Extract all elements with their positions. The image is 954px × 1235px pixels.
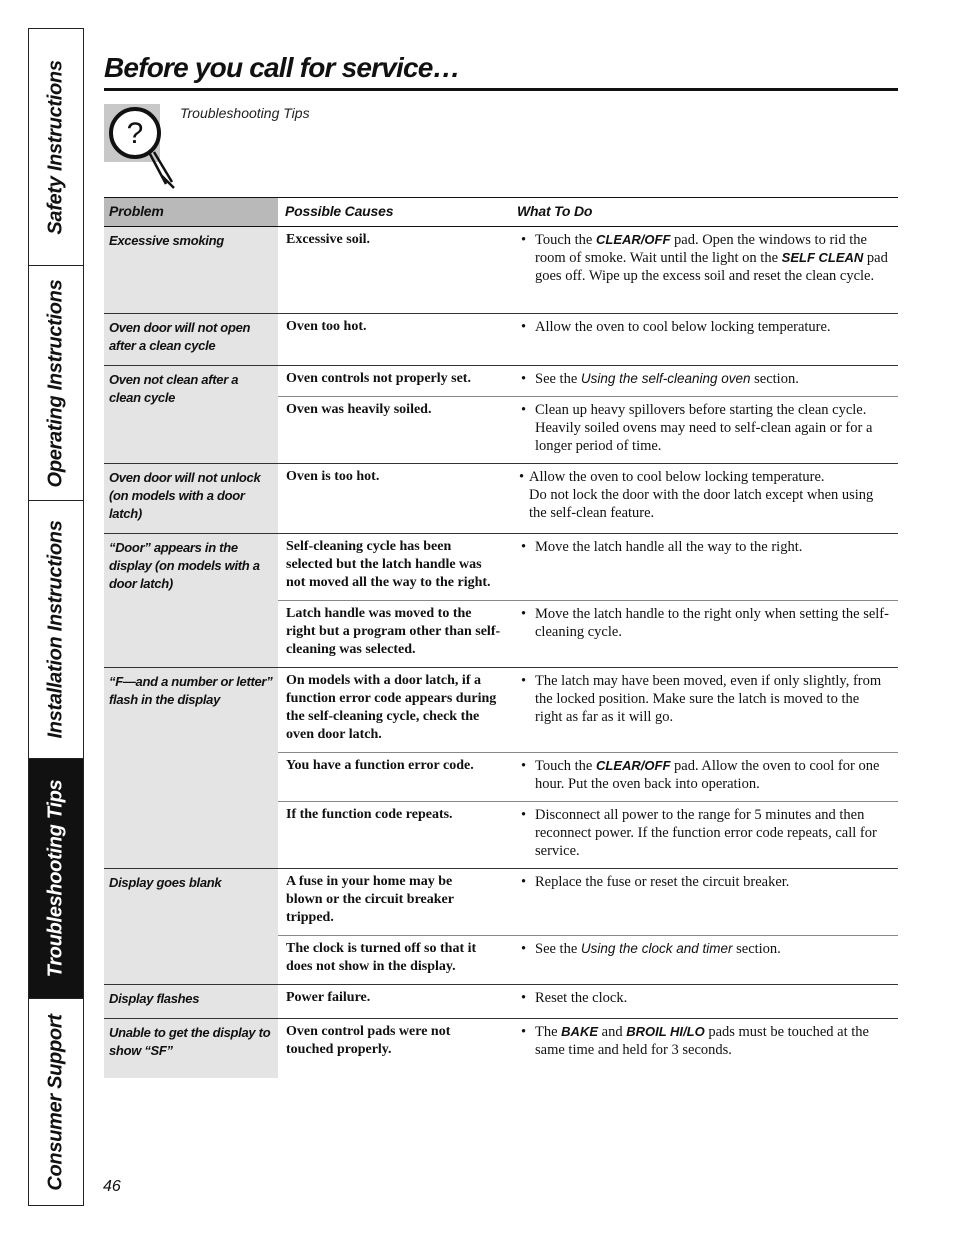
- title-rule: [104, 88, 898, 91]
- todo-text: • The latch may have been moved, even if only slightly, from the locked position. Make sure the latch is moved to the right as far as it will go.: [521, 673, 882, 725]
- table-row: [278, 985, 898, 1015]
- todo-text: • Disconnect all power to the range for 5 minutes and then reconnect power. If the function error code repeats, call for service.: [521, 807, 877, 859]
- problem-label: Unable to get the display to show “SF”: [104, 1019, 278, 1078]
- cause-text: Self-cleaning cycle has been selected but the latch handle was not moved all the way to the right.: [286, 539, 491, 590]
- todo-text: • Move the latch handle all the way to the right.: [521, 539, 803, 555]
- header-problem: Problem: [104, 198, 278, 226]
- todo-text: • Touch the CLEAR/OFF pad. Allow the oven to cool for one hour. Put the oven back into operation.: [521, 758, 880, 792]
- todo-text: • Allow the oven to cool below locking temperature. Do not lock the door with the door latch except when using the self-clean feature.: [519, 469, 874, 521]
- table-row: [278, 802, 898, 868]
- page-title: Before you call for service…: [104, 52, 460, 83]
- todo-text: • Move the latch handle to the right only when setting the self-cleaning cycle.: [521, 606, 889, 640]
- todo-text: • Replace the fuse or reset the circuit breaker.: [521, 874, 790, 890]
- problem-group: [104, 869, 898, 985]
- tab-troubleshooting-tips[interactable]: Troubleshooting Tips: [29, 759, 83, 999]
- tab-consumer-support[interactable]: Consumer Support: [44, 1013, 67, 1191]
- problem-group: [104, 227, 898, 314]
- question-mark-magnifier-icon: [104, 104, 184, 190]
- problem-label: Oven not clean after a clean cycle: [104, 366, 278, 463]
- cause-text: Oven too hot.: [286, 319, 367, 334]
- table-row: [278, 314, 898, 344]
- table-row: [278, 936, 898, 984]
- cause-text: The clock is turned off so that it does not show in the display.: [286, 941, 477, 974]
- cause-text: Oven was heavily soiled.: [286, 402, 432, 417]
- problem-label: Excessive smoking: [104, 227, 278, 313]
- table-row: [278, 601, 898, 667]
- todo-text: • Allow the oven to cool below locking temperature.: [521, 319, 831, 335]
- tab-safety-instructions[interactable]: Safety Instructions: [29, 29, 83, 266]
- cause-text: On models with a door latch, if a function error code appears during the self-cleaning cycle, check the oven door latch.: [286, 673, 497, 742]
- todo-text: • See the Using the clock and timer section.: [521, 941, 781, 957]
- problem-label: Display goes blank: [104, 869, 278, 984]
- table-row: [278, 397, 898, 463]
- section-sidebar: [28, 28, 84, 1206]
- table-row: [278, 464, 898, 530]
- problem-group: [104, 668, 898, 869]
- problem-label: Display flashes: [104, 985, 278, 1018]
- table-row: [278, 668, 898, 753]
- tab-operating-instructions[interactable]: Operating Instructions: [29, 266, 83, 501]
- problem-label: Oven door will not open after a clean cycle: [104, 314, 278, 365]
- problem-group: [104, 534, 898, 668]
- problem-label: “Door” appears in the display (on models with a door latch): [104, 534, 278, 667]
- cause-text: Latch handle was moved to the right but a program other than self-cleaning was selected.: [286, 606, 501, 657]
- problem-group: [104, 314, 898, 366]
- page-number: 46: [103, 1178, 121, 1195]
- problem-label: Oven door will not unlock (on models with a door latch): [104, 464, 278, 533]
- todo-text: • Touch the CLEAR/OFF pad. Open the windows to rid the room of smoke. Wait until the light on the SELF CLEAN pad goes off. Wipe up the excess soil and reset the clean cycle.: [521, 232, 888, 284]
- cause-text: Power failure.: [286, 990, 371, 1005]
- table-row: [278, 1019, 898, 1067]
- troubleshooting-table: [104, 197, 898, 1078]
- section-subtitle: Troubleshooting Tips: [180, 105, 310, 121]
- cause-text: Excessive soil.: [286, 232, 370, 247]
- table-row: [278, 534, 898, 601]
- cause-text: If the function code repeats.: [286, 807, 453, 822]
- table-row: [278, 753, 898, 802]
- problem-group: [104, 985, 898, 1019]
- problem-group: [104, 464, 898, 534]
- cause-text: Oven control pads were not touched properly.: [286, 1024, 451, 1057]
- cause-text: A fuse in your home may be blown or the circuit breaker tripped.: [286, 874, 454, 925]
- todo-text: • See the Using the self-cleaning oven section.: [521, 371, 799, 387]
- header-possible-causes: Possible Causes: [285, 203, 394, 219]
- table-row: [278, 227, 898, 293]
- problem-label: “F—and a number or letter” flash in the display: [104, 668, 278, 868]
- table-header: [104, 197, 898, 227]
- problem-group: [104, 1019, 898, 1078]
- problem-group: [104, 366, 898, 464]
- table-row: [278, 869, 898, 936]
- cause-text: Oven is too hot.: [286, 469, 380, 484]
- header-what-to-do: What To Do: [517, 203, 593, 219]
- todo-text: • Reset the clock.: [521, 990, 628, 1006]
- todo-text: • The BAKE and BROIL HI/LO pads must be touched at the same time and held for 3 seconds.: [521, 1024, 869, 1058]
- svg-text:?: ?: [126, 117, 144, 150]
- cause-text: You have a function error code.: [286, 758, 474, 773]
- tab-installation-instructions[interactable]: Installation Instructions: [29, 501, 83, 759]
- cause-text: Oven controls not properly set.: [286, 371, 471, 386]
- table-row: [278, 366, 898, 397]
- todo-text: • Clean up heavy spillovers before starting the clean cycle. Heavily soiled ovens may need to self-clean again or for a longer period of time.: [521, 402, 873, 454]
